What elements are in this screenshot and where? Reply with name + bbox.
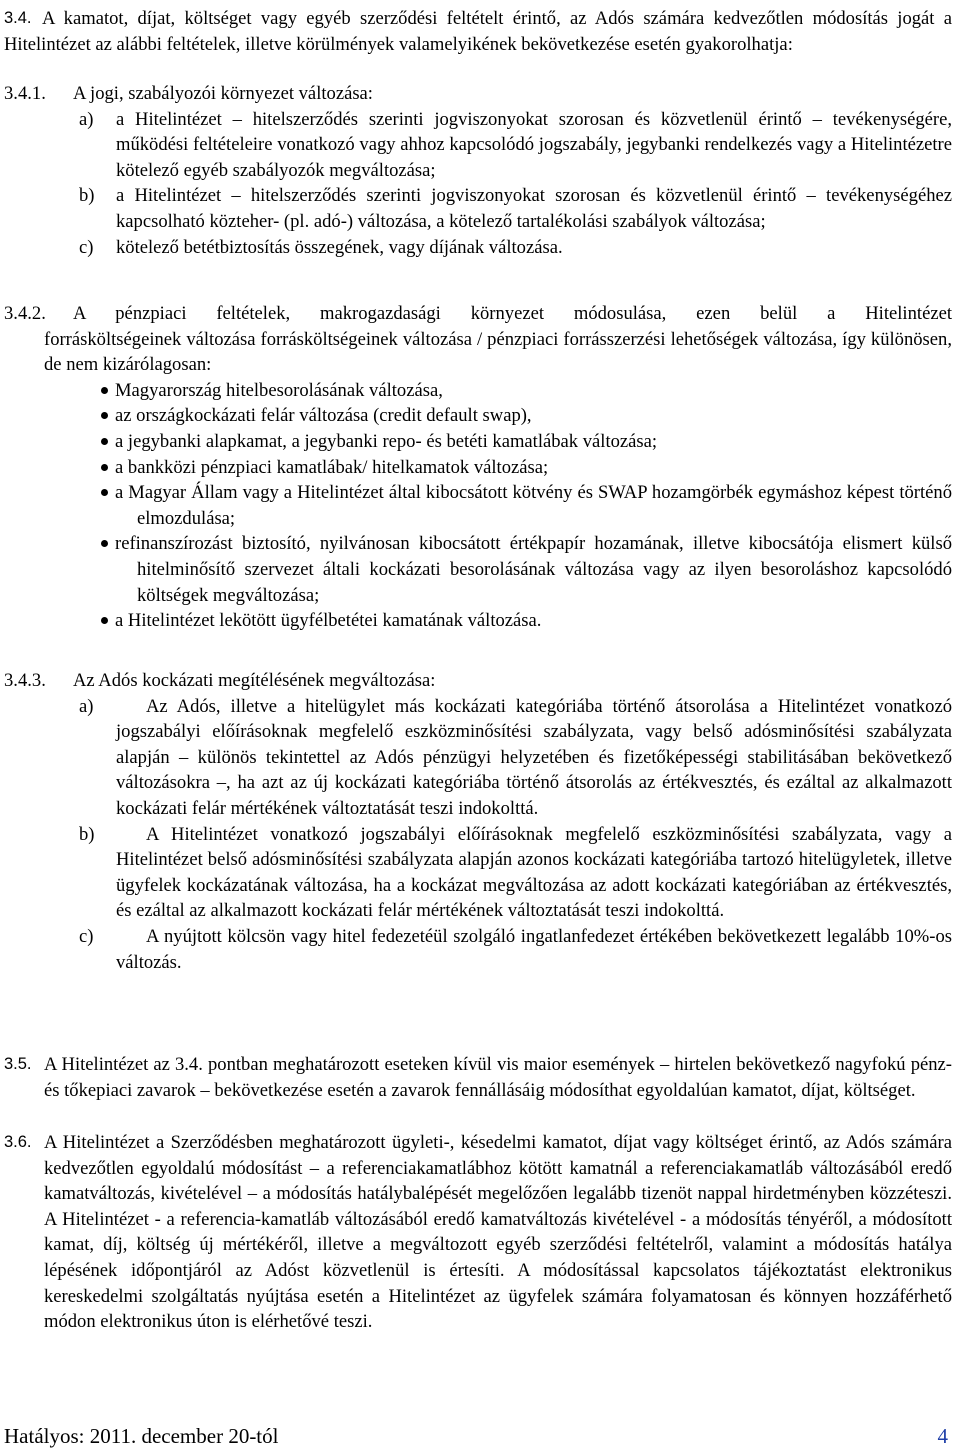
list-item <box>4 924 952 975</box>
item-text: Az Adós, illetve a hitelügylet más kockázati kategóriába történő átsorolása a Hitelintézet vonatkozó jogszabályi előírásoknak megfelelő eszközminősítési szabályzata, vagy belső adósminősítési szabályzata alapján – különös tekintettel az Adós pénzügyi helyzetében és fizetőképességi stabilitásában bekövetkező változásokra –, ha azt az új kockázati kategóriába történő átsorolás az értékvesztés, és ezáltal az alkalmazott kockázati felár mértékének változtatását teszi indokolttá. <box>116 695 952 819</box>
item-label: b) <box>79 823 95 845</box>
bullet-icon <box>101 412 108 419</box>
list-item <box>4 694 952 822</box>
item-label: a) <box>79 108 94 130</box>
bullet-icon <box>101 387 108 394</box>
list-item <box>4 183 952 234</box>
item-label: c) <box>79 925 94 947</box>
section-title: Az Adós kockázati megítélésének megváltozása: <box>73 670 436 691</box>
item-label: a) <box>79 695 94 717</box>
section-number: 3.5. <box>4 1055 32 1073</box>
bullet-item: az országkockázati felár változása (credit default swap), <box>115 403 952 429</box>
list-item <box>4 235 952 261</box>
bullet-item: a Magyar Állam vagy a Hitelintézet által kibocsátott kötvény és SWAP hozamgörbék egymáshoz képest történő elmozdulása; <box>115 480 952 531</box>
item-text: A nyújtott kölcsön vagy hitel fedezetéül szolgáló ingatlanfedezet értékében bekövetkezett legalább 10%-os változás. <box>116 925 952 973</box>
section-intro-first-line: A pénzpiaci feltételek, makrogazdasági környezet módosulása, ezen belül a Hitelintézet <box>73 303 952 324</box>
bullet-list <box>4 378 952 634</box>
section-number: 3.4.1. <box>4 83 46 104</box>
item-text: kötelező betétbiztosítás összegének, vagy díjának változása. <box>116 236 563 258</box>
bullet-item: Magyarország hitelbesorolásának változása, <box>115 378 952 404</box>
section-3-4-1 <box>4 81 952 260</box>
section-number: 3.4.3. <box>4 670 46 691</box>
item-label: b) <box>79 185 95 207</box>
section-text: A Hitelintézet az 3.4. pontban meghatározott eseteken kívül vis maior események – hirtelen bekövetkező nagyfokú pénz- és tőkepiaci zavarok – bekövetkezése esetén a zavarok fennállásáig módosíthat egyoldalúan kamatot, díjat, költséget. <box>44 1054 952 1101</box>
section-3-5 <box>4 1052 952 1103</box>
section-number: 3.6. <box>4 1133 32 1151</box>
bullet-item: a jegybanki alapkamat, a jegybanki repo- és betéti kamatlábak változása; <box>115 429 952 455</box>
section-3-6 <box>4 1130 952 1335</box>
bullet-icon <box>101 489 108 496</box>
list-item <box>4 107 952 184</box>
list-item <box>4 822 952 924</box>
item-label: c) <box>79 236 94 258</box>
bullet-item: refinanszírozást biztosító, nyilvánosan kibocsátott értékpapír hozamának, illetve kibocsátója elismert külső hitelminősítő szervezet általi kockázati besorolásának változása vagy az ilyen besoroláshoz kapcsolódó költségek megváltozása; <box>115 531 952 608</box>
page-number: 4 <box>937 1424 948 1448</box>
section-text: A Hitelintézet a Szerződésben meghatározott ügyleti-, késedelmi kamatot, díjat vagy költséget érintő, az Adós számára kedvezőtlen egyoldalú módosítást – a referenciakamatlábhoz kötött kamatnál a referenciakamatláb változásából eredő kamatváltozás, kivételével – a módosítás hatálybalépését megelőzően legalább tizenöt nappal hirdetményben közzéteszi. A Hitelintézet - a referencia-kamatláb változásából eredő kamatváltozás kivételével - a módosítás tényéről, a módosított kamat, díj, költség új mértékéről, illetve a megváltozott egyéb szerződési feltételről, valamint a módosítás hatálya lépésének időpontjáról az Adóst közvetlenül is értesíti. A módosítással kapcsolatos tájékoztatást elektronikus kereskedelmi szolgáltatás nyújtása esetén a Hitelintézet az ügyfelek számára folyamatosan és könnyen hozzáférhető módon elektronikus úton is elérhetővé teszi. <box>44 1132 952 1333</box>
bullet-icon <box>101 438 108 445</box>
bullet-icon <box>101 617 108 624</box>
bullet-item: a bankközi pénzpiaci kamatlábak/ hitelkamatok változása; <box>115 455 952 481</box>
section-title: A jogi, szabályozói környezet változása: <box>73 83 373 104</box>
item-text: A Hitelintézet vonatkozó jogszabályi előírásoknak megfelelő eszközminősítési szabályzata, vagy a Hitelintézet belső adósminősítési szabályzata alapján azonos kockázati kategóriába tartozó hitelügyletek, illetve ügyfelek kockázatának változása, ha a kockázat megváltozása az adott kockázati kategóriában az értékvesztés, és ezáltal az alkalmazott kockázati felár mértékének változtatását teszi indokolttá. <box>116 823 952 922</box>
item-text: a Hitelintézet – hitelszerződés szerinti jogviszonyokat szorosan és közvetlenül érintő – tevékenységére, működési feltételeire vonatkozó vagy ahhoz kapcsolódó jogszabály, jegybanki rendelkezés vagy a Hitelintézetre kötelező egyéb szabályozók megváltozása; <box>116 108 952 181</box>
section-3-4-2 <box>4 301 952 634</box>
section-number: 3.4. <box>4 9 32 27</box>
bullet-icon <box>101 540 108 547</box>
section-intro-rest: forrásköltségeinek változása forrásköltségeinek változása / pénzpiaci forrásszerzési lehetőségek változása, így különösen, de nem kizárólagosan: <box>44 328 952 376</box>
item-text: a Hitelintézet – hitelszerződés szerinti jogviszonyokat szorosan és közvetlenül érintő – tevékenységéhez kapcsolható közteher- (pl. adó-) változása, a kötelező tartalékolási szabályok változása; <box>116 185 952 232</box>
section-text: A kamatot, díjat, költséget vagy egyéb szerződési feltételt érintő, az Adós számára kedvezőtlen módosítás jogát a Hitelintézet az alábbi feltételek, illetve körülmények valamelyikének bekövetkezése esetén gyakorolhatja: <box>4 8 952 55</box>
section-3-4-3 <box>4 668 952 975</box>
effective-date: Hatályos: 2011. december 20-tól <box>4 1424 279 1448</box>
bullet-item: a Hitelintézet lekötött ügyfélbetétei kamatának változása. <box>115 608 952 634</box>
section-3-4 <box>4 6 952 57</box>
bullet-icon <box>101 464 108 471</box>
section-number: 3.4.2. <box>4 303 46 324</box>
